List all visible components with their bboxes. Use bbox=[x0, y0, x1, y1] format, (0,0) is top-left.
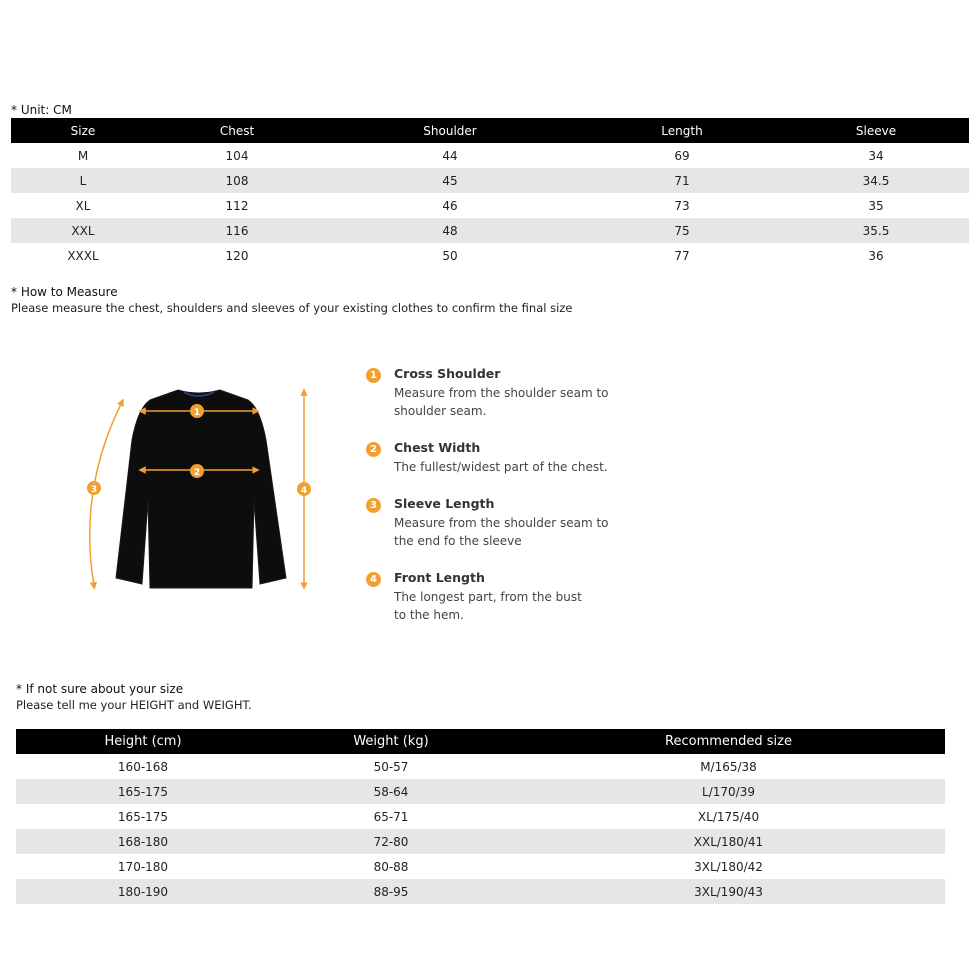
cell: XL/175/40 bbox=[697, 809, 760, 824]
how-to-measure-title: * How to Measure bbox=[11, 285, 118, 299]
cell: L/170/39 bbox=[512, 779, 945, 804]
cell: 58-64 bbox=[270, 779, 512, 804]
table-row bbox=[11, 243, 969, 268]
header-shoulder: Shoulder bbox=[319, 118, 581, 143]
cell: 36 bbox=[868, 248, 884, 263]
cell: XXL/180/41 bbox=[512, 829, 945, 854]
size-chart-header-row bbox=[11, 118, 969, 143]
table-row bbox=[16, 804, 945, 829]
recommendation-subtitle: Please tell me your HEIGHT and WEIGHT. bbox=[16, 698, 252, 712]
cell: XL bbox=[75, 198, 91, 213]
header-recommended-size: Recommended size bbox=[512, 729, 945, 754]
cell: 77 bbox=[674, 248, 690, 263]
measure-item-cross-shoulder bbox=[366, 366, 626, 422]
cell: 160-168 bbox=[117, 759, 169, 774]
svg-text:3: 3 bbox=[90, 485, 98, 495]
cell: L bbox=[11, 168, 155, 193]
cell: 71 bbox=[581, 168, 783, 193]
marker-2 bbox=[190, 464, 204, 478]
cell: 48 bbox=[319, 218, 581, 243]
number-badge: 4 bbox=[366, 572, 381, 587]
measure-item-chest-width bbox=[366, 440, 626, 480]
measure-desc: The longest part, from the bust to the hem. bbox=[394, 590, 582, 622]
cell: 72-80 bbox=[270, 829, 512, 854]
cell: 50-57 bbox=[373, 759, 409, 774]
recommendation-title: * If not sure about your size bbox=[16, 682, 184, 696]
cell: 65-71 bbox=[373, 809, 409, 824]
cell: 170-180 bbox=[117, 859, 169, 874]
table-row bbox=[11, 168, 969, 193]
header-length: Length bbox=[581, 118, 783, 143]
cell: 50 bbox=[442, 248, 458, 263]
number-badge: 1 bbox=[366, 368, 381, 383]
table-row bbox=[16, 754, 945, 779]
table-row bbox=[11, 143, 969, 168]
svg-text:4: 4 bbox=[300, 486, 308, 496]
measure-item-sleeve-length bbox=[366, 496, 626, 552]
cell: 104 bbox=[225, 148, 249, 163]
measure-desc: Measure from the shoulder seam to shoulder seam. bbox=[394, 386, 609, 418]
cell: M bbox=[77, 148, 89, 163]
recommendation-table bbox=[16, 729, 945, 904]
table-row bbox=[16, 829, 945, 854]
unit-note: * Unit: CM bbox=[11, 103, 72, 117]
header-weight: Weight (kg) bbox=[270, 729, 512, 754]
cell: 180-190 bbox=[16, 879, 270, 904]
measure-title: Sleeve Length bbox=[394, 496, 495, 511]
how-to-measure-subtitle: Please measure the chest, shoulders and sleeves of your existing clothes to confirm the final size bbox=[11, 301, 573, 315]
marker-1 bbox=[190, 404, 204, 418]
cell: 165-175 bbox=[117, 809, 169, 824]
number-badge: 3 bbox=[366, 498, 381, 513]
svg-text:2: 2 bbox=[193, 468, 201, 478]
header-chest: Chest bbox=[155, 118, 319, 143]
cell: 73 bbox=[674, 198, 690, 213]
cell: 34 bbox=[868, 148, 884, 163]
cell: 35.5 bbox=[783, 218, 969, 243]
cell: 88-95 bbox=[270, 879, 512, 904]
cell: 116 bbox=[155, 218, 319, 243]
table-row bbox=[11, 193, 969, 218]
cell: 69 bbox=[674, 148, 690, 163]
header-height: Height (cm) bbox=[16, 729, 270, 754]
cell: 108 bbox=[155, 168, 319, 193]
measure-desc: The fullest/widest part of the chest. bbox=[394, 460, 608, 474]
cell: 44 bbox=[442, 148, 458, 163]
cell: 75 bbox=[581, 218, 783, 243]
recommendation-header-row bbox=[16, 729, 945, 754]
cell: XXXL bbox=[67, 248, 99, 263]
cell: 120 bbox=[225, 248, 249, 263]
cell: XXL bbox=[11, 218, 155, 243]
measure-desc: Measure from the shoulder seam to the end fo the sleeve bbox=[394, 516, 609, 548]
table-row bbox=[16, 854, 945, 879]
measure-title: Cross Shoulder bbox=[394, 366, 501, 381]
number-badge: 2 bbox=[366, 442, 381, 457]
cell: 80-88 bbox=[373, 859, 409, 874]
cell: 3XL/180/42 bbox=[694, 859, 763, 874]
marker-4 bbox=[297, 482, 311, 496]
sweater-diagram bbox=[80, 380, 320, 595]
table-row bbox=[16, 779, 945, 804]
cell: 45 bbox=[319, 168, 581, 193]
header-size: Size bbox=[11, 118, 155, 143]
table-row bbox=[16, 879, 945, 904]
cell: M/165/38 bbox=[700, 759, 757, 774]
cell: 168-180 bbox=[16, 829, 270, 854]
measure-title: Chest Width bbox=[394, 440, 481, 455]
cell: 34.5 bbox=[783, 168, 969, 193]
cell: 112 bbox=[225, 198, 249, 213]
cell: 46 bbox=[442, 198, 458, 213]
marker-3 bbox=[87, 481, 101, 495]
measure-title: Front Length bbox=[394, 570, 485, 585]
size-chart-table bbox=[11, 118, 969, 268]
svg-text:1: 1 bbox=[193, 408, 201, 418]
sweater-shape bbox=[116, 390, 286, 588]
measure-item-front-length bbox=[366, 570, 626, 626]
cell: 35 bbox=[868, 198, 884, 213]
cell: 3XL/190/43 bbox=[512, 879, 945, 904]
cell: 165-175 bbox=[16, 779, 270, 804]
table-row bbox=[11, 218, 969, 243]
header-sleeve: Sleeve bbox=[783, 118, 969, 143]
